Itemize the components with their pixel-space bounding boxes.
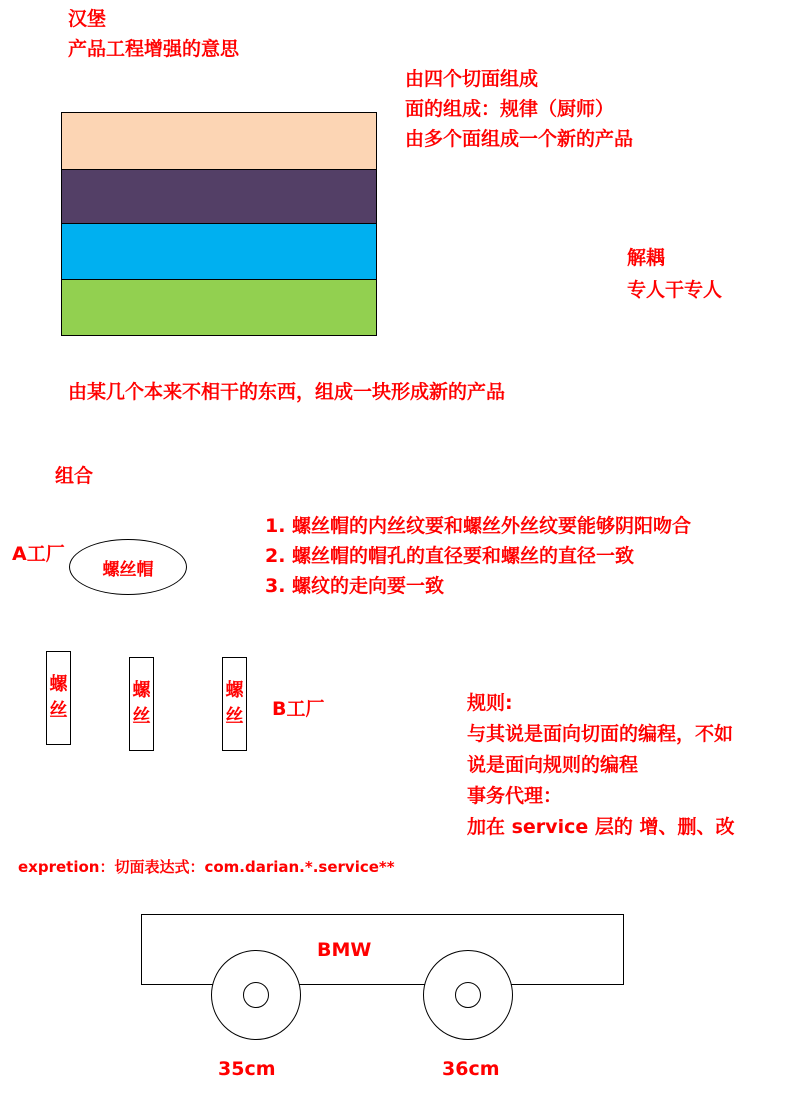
screw-1-char-2: 丝 xyxy=(49,700,68,721)
rule-item-3: 3. 螺纹的走向要一致 xyxy=(265,575,445,597)
factory-a-label: A工厂 xyxy=(12,543,65,565)
aspect-note-3: 由多个面组成一个新的产品 xyxy=(405,128,634,150)
nut-ellipse xyxy=(69,539,187,595)
screw-3-char-1: 螺 xyxy=(225,680,244,701)
decouple-line-1: 解耦 xyxy=(627,247,666,269)
nut-label: 螺丝帽 xyxy=(102,559,154,580)
title-line-2: 产品工程增强的意思 xyxy=(68,38,240,60)
screw-2-char-1: 螺 xyxy=(132,680,151,701)
layer-bar-1 xyxy=(61,112,377,170)
rules-note-2: 与其说是面向切面的编程，不如 xyxy=(467,723,734,745)
screw-1 xyxy=(46,651,71,745)
aspect-note-2: 面的组成：规律（厨师） xyxy=(405,98,615,120)
layer-bar-2 xyxy=(61,169,377,224)
screw-3-char-2: 丝 xyxy=(225,706,244,727)
wheel-left xyxy=(211,950,301,1040)
wheel-left-label: 35cm xyxy=(218,1058,276,1080)
wheel-right xyxy=(423,950,513,1040)
wheel-left-hub xyxy=(243,982,269,1008)
rule-item-1: 1. 螺丝帽的内丝纹要和螺丝外丝纹要能够阴阳吻合 xyxy=(265,515,692,537)
screw-2 xyxy=(129,657,154,751)
rules-note-5: 加在 service 层的 增、删、改 xyxy=(467,816,735,838)
rules-note-3: 说是面向规则的编程 xyxy=(467,754,639,776)
rule-item-2: 2. 螺丝帽的帽孔的直径要和螺丝的直径一致 xyxy=(265,545,635,567)
wheel-right-hub xyxy=(455,982,481,1008)
aspect-note-1: 由四个切面组成 xyxy=(405,68,539,90)
rules-note-1: 规则: xyxy=(467,692,513,714)
summary-line: 由某几个本来不相干的东西，组成一块形成新的产品 xyxy=(68,381,506,403)
wheel-right-label: 36cm xyxy=(442,1058,500,1080)
factory-b-label: B工厂 xyxy=(272,698,325,720)
screw-3 xyxy=(222,657,247,751)
combine-label: 组合 xyxy=(55,465,94,487)
car-label: BMW xyxy=(317,939,372,961)
expression-line: expretion：切面表达式：com.darian.*.service** xyxy=(18,858,395,876)
layer-bar-3 xyxy=(61,223,377,280)
rules-note-4: 事务代理： xyxy=(467,785,563,807)
title-line-1: 汉堡 xyxy=(68,8,107,30)
layer-bar-4 xyxy=(61,279,377,336)
screw-1-char-1: 螺 xyxy=(49,674,68,695)
decouple-line-2: 专人干专人 xyxy=(627,279,723,301)
car-body xyxy=(141,914,624,985)
screw-2-char-2: 丝 xyxy=(132,706,151,727)
